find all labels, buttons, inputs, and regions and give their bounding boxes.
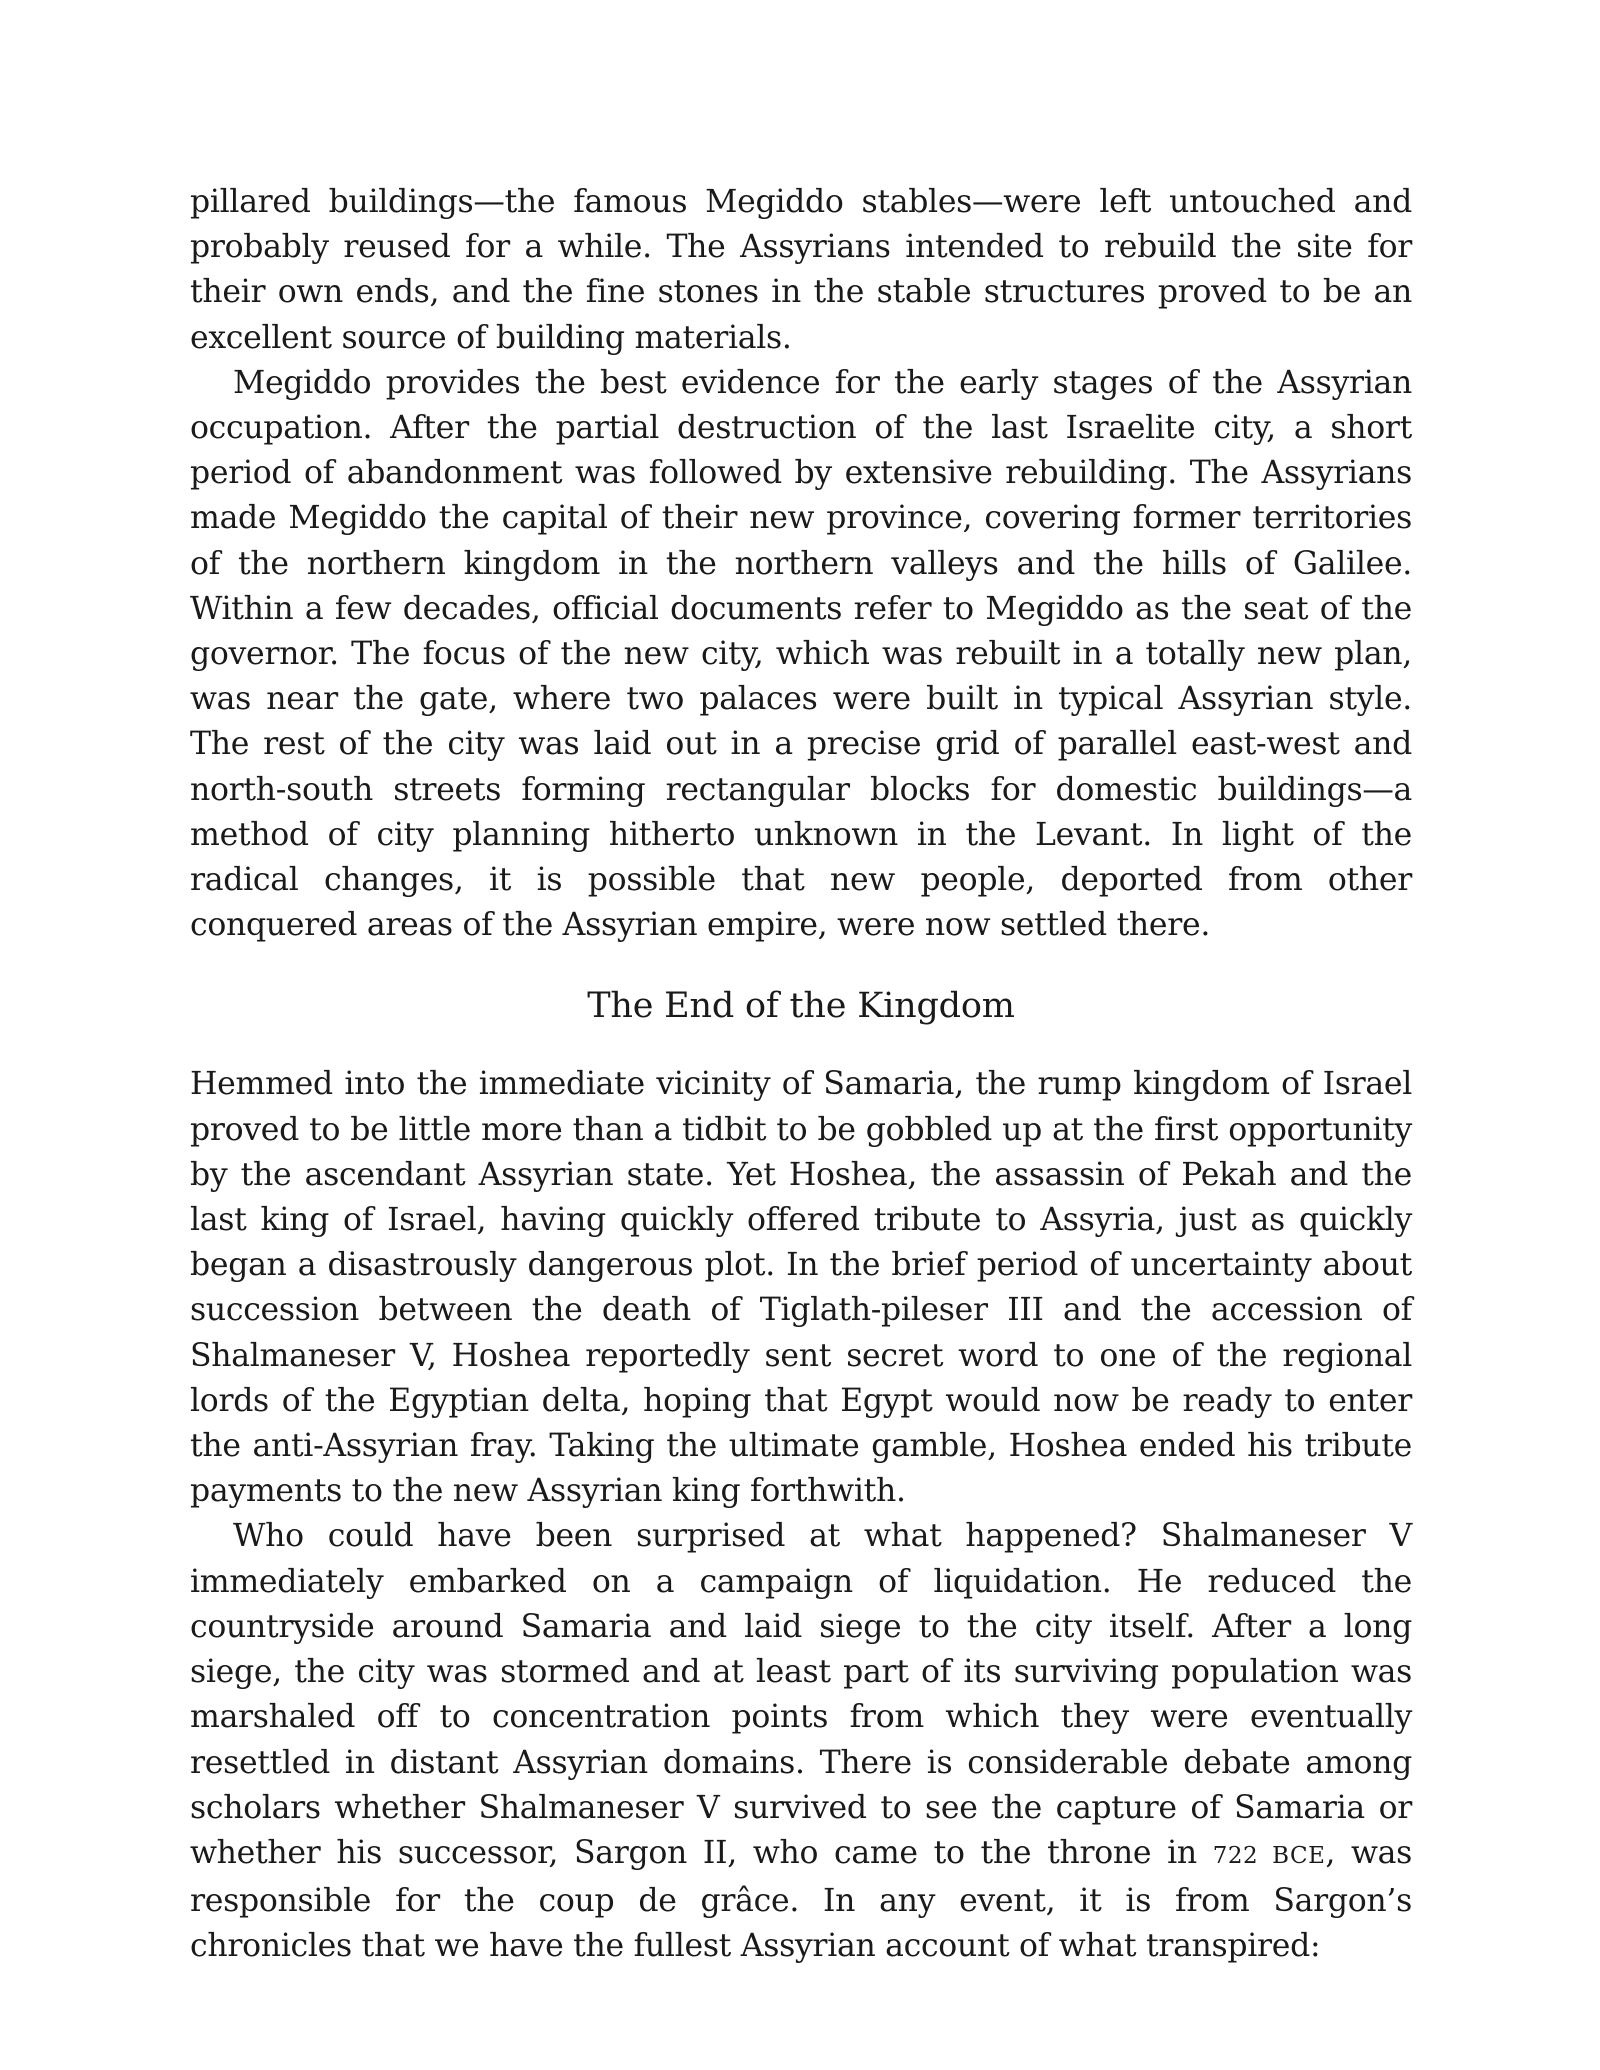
paragraph-fall-of-samaria	[190, 1514, 1412, 1969]
paragraph-megiddo-stables: pillared buildings—the famous Megiddo stables—were left untouched and probably reused for a while. The Assyrians intended to rebuild the site for their own ends, and the fine stones in the stable structures proved to be an excellent source of building materials.	[190, 184, 1412, 356]
document-page	[190, 180, 1412, 1970]
date-label: 722 BCE	[1212, 1842, 1326, 1869]
paragraph-text-part-2: , was responsible for the coup de grâce. In any event, it is from Sargon’s chronicles that we have the fullest Assyrian account of what transpired:	[190, 1834, 1413, 1965]
paragraph-assyrian-occupation: Megiddo provides the best evidence for the early stages of the Assyrian occupation. After the partial destruction of the last Israelite city, a short period of abandonment was followed by extensive rebuilding. The Assyrians made Megiddo the capital of their new province, covering former territories of the northern kingdom in the northern valleys and the hills of Galilee. Within a few decades, official documents refer to Megiddo as the seat of the governor. The focus of the new city, which was rebuilt in a totally new plan, was near the gate, where two palaces were built in typical Assyrian style. The rest of the city was laid out in a precise grid of parallel east-west and north-south streets forming rectangular blocks for domestic buildings—a method of city planning hitherto unknown in the Levant. In light of the radical changes, it is possible that new people, deported from other conquered areas of the Assyrian empire, were now settled there.	[190, 364, 1412, 944]
section-heading: The End of the Kingdom	[587, 986, 1015, 1027]
paragraph-hoshea-plot: Hemmed into the immediate vicinity of Samaria, the rump kingdom of Israel proved to be little more than a tidbit to be gobbled up at the first opportunity by the ascendant Assyrian state. Yet Hoshea, the assassin of Pekah and the last king of Israel, having quickly offered tribute to Assyria, just as quickly began a disastrously dangerous plot. In the brief period of uncertainty about succession between the death of Tiglath-pileser III and the accession of Shalmaneser V, Hoshea reportedly sent secret word to one of the regional lords of the Egyptian delta, hoping that Egypt would now be ready to enter the anti-Assyrian fray. Taking the ultimate gamble, Hoshea ended his tribute payments to the new Assyrian king forthwith.	[190, 1066, 1412, 1510]
paragraph-text-part-1: Who could have been surprised at what happened? Shalmaneser V immediately embarked on a campaign of liquidation. He reduced the countryside around Samaria and laid siege to the city itself. After a long siege, the city was stormed and at least part of its surviving population was marshaled off to concentration points from which they were eventually resettled in distant Assyrian domains. There is considerable debate among scholars whether Shalmaneser V survived to see the capture of Samaria or whether his successor, Sargon II, who came to the throne in	[190, 1518, 1412, 1871]
